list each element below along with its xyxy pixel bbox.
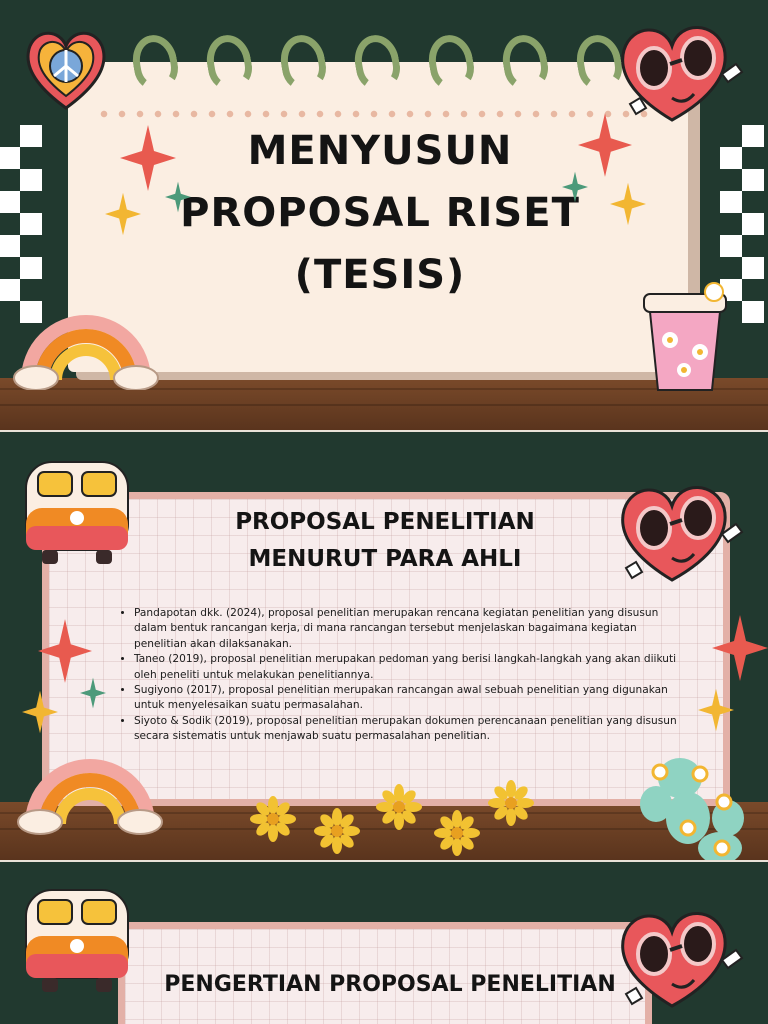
heart-sunglasses-icon (612, 12, 752, 127)
daisy-icon (376, 784, 422, 830)
sparkle-icon (712, 614, 768, 682)
title-line: (TESIS) (294, 252, 466, 298)
list-item: • Sugiyono (2017), proposal penelitian merupakan rancangan awal sebuah penelitian yang digunakan untuk menyelesaikan suatu permasalahan. (134, 683, 689, 714)
sparkle-icon (698, 688, 734, 732)
sparkle-icon (165, 180, 191, 214)
definition-list (114, 606, 689, 745)
title-line: PROPOSAL PENELITIAN (235, 509, 535, 535)
daisy-icon (434, 810, 480, 856)
rainbow-icon (12, 308, 160, 390)
slide-title (150, 504, 620, 578)
slide-3 (0, 862, 768, 1024)
title-line: MENYUSUN (247, 128, 513, 174)
title-line: PROPOSAL RISET (180, 190, 580, 236)
sparkle-icon (38, 618, 92, 684)
slide-2 (0, 432, 768, 860)
daisy-icon (488, 780, 534, 826)
list-item: • Pandapotan dkk. (2024), proposal penelitian merupakan rencana kegiatan penelitian yang disusun dalam bentuk rancangan kerja, di mana rancangan tersebut menjelaskan bagaimana kegiatan penelitian akan dilaksanakan. (134, 606, 689, 652)
title-line: MENURUT PARA AHLI (248, 545, 522, 572)
slide-title (110, 120, 650, 306)
heart-peace-icon (20, 22, 112, 114)
sparkle-icon (562, 170, 588, 204)
cactus-icon (636, 748, 756, 860)
list-item: • Siyoto & Sodik (2019), proposal penelitian merupakan dokumen perencanaan penelitian yang disusun secara sistematis untuk menjawab suatu permasalahan penelitian. (134, 714, 689, 745)
rainbow-icon (16, 750, 164, 836)
daisy-icon (250, 796, 296, 842)
notebook-scallop (98, 110, 658, 118)
van-icon (18, 458, 136, 568)
sparkle-icon (578, 112, 632, 178)
slide-title: PENGERTIAN PROPOSAL PENELITIAN (164, 972, 616, 997)
sparkle-icon (105, 192, 141, 236)
list-item: • Taneo (2019), proposal penelitian merupakan pedoman yang berisi langkah-langkah yang akan diikuti oleh peneliti untuk melakukan penelitiannya. (134, 652, 689, 683)
heart-sunglasses-icon (612, 472, 752, 587)
sparkle-icon (22, 690, 58, 734)
daisy-icon (314, 808, 360, 854)
slide-1 (0, 0, 768, 430)
cup-icon (640, 282, 730, 394)
sparkle-icon (80, 676, 106, 710)
heart-sunglasses-icon (612, 898, 752, 1013)
checkerboard-left (0, 125, 42, 323)
van-icon (18, 886, 136, 996)
sparkle-icon (610, 182, 646, 226)
